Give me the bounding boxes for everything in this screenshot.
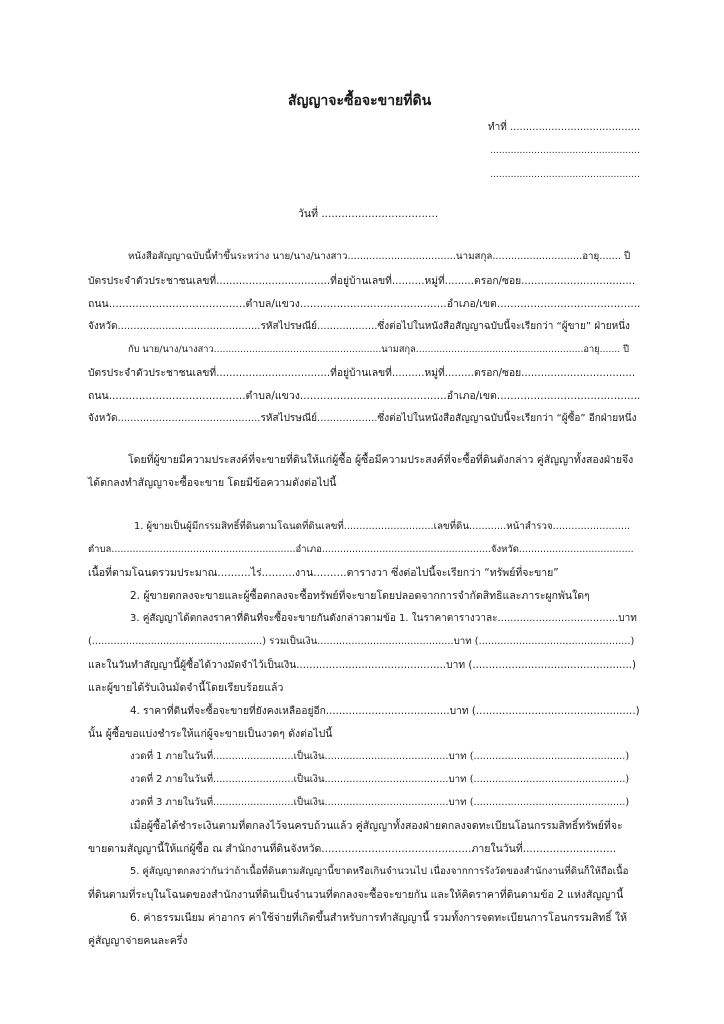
clause-2: 2. ผู้ขายตกลงจะขายและผู้ซื้อตกลงจะซื้อทรัพย์ที่จะขายโดยปลอดจากการจำกัดสิทธิและภาระผูกพันใดๆ	[130, 590, 590, 602]
installment-2: งวดที่ 2 ภายในวันที่..........................เป็นเงิน........................................บาท (.................................................)	[130, 774, 630, 785]
clause-6-line-1: 6. ค่าธรรมเนียม ค่าอากร ค่าใช้จ่ายที่เกิดขึ้นสำหรับการทำสัญญานี้ รวมทั้งการจดทะเบียนการโอนกรรมสิทธิ์ ให้	[130, 912, 628, 924]
clause-1-line-2: ตำบล.............................................................อำเภอ........................................................จังหวัด......................................	[88, 544, 634, 555]
clause-3-line-2: (.......................................................) รวมเป็นเงิน............................................บาท (.................................................)	[88, 636, 635, 647]
clause-4-line-1: 4. ราคาที่ดินที่จะซื้อจะขายที่ยังคงเหลืออยู่อีก......................................บาท (.................................................)	[130, 705, 640, 717]
preamble-line-1: โดยที่ผู้ขายมีความประสงค์ที่จะขายที่ดินให้แก่ผู้ซื้อ ผู้ซื้อมีความประสงค์ที่จะซื้อที่ดินดังกล่าว คู่สัญญาทั้งสองฝ่ายจึง	[128, 454, 634, 466]
buyer-line-2: บัตรประจำตัวประชาชนเลขที่...................................ที่อยู่บ้านเลขที่..........หมู่ที่.........ตรอก/ซอย...................................	[88, 367, 636, 379]
made-at-line-3: ...................................................	[490, 169, 640, 180]
clause-4-line-2: นั้น ผู้ซื้อขอแบ่งชำระให้แก่ผู้จะขายเป็นงวดๆ ดังต่อไปนี้	[88, 728, 333, 740]
buyer-line-1: กับ นาย/นาง/นางสาว.........................................................นามสกุล.........................................................อายุ....... ปี	[128, 344, 629, 355]
clause-3-line-4: และผู้ขายได้รับเงินมัดจำนี้โดยเรียบร้อยแล้ว	[88, 682, 284, 694]
installment-3: งวดที่ 3 ภายในวันที่..........................เป็นเงิน........................................บาท (.................................................)	[130, 797, 630, 808]
clause-5-line-2: ที่ดินตามที่ระบุในโฉนดของสำนักงานที่ดินเป็นจำนวนที่ตกลงจะซื้อจะขายกัน และให้คิดราคาที่ดินตามข้อ 2 แห่งสัญญานี้	[88, 889, 624, 901]
clause-3-line-3: และในวันทำสัญญานี้ผู้ซื้อได้วางมัดจำไว้เป็นเงิน..............................................บาท (.................................................)	[88, 659, 637, 671]
clause-4-line-3: เมื่อผู้ซื้อได้ชำระเงินตามที่ตกลงไว้จนครบถ้วนแล้ว คู่สัญญาทั้งสองฝ่ายตกลงจดทะเบียนโอนกรรมสิทธิ์ทรัพย์ที่จะ	[130, 820, 623, 832]
installment-1: งวดที่ 1 ภายในวันที่..........................เป็นเงิน........................................บาท (.................................................)	[130, 751, 630, 762]
preamble-line-2: ได้ตกลงทำสัญญาจะซื้อจะขาย โดยมีข้อความดังต่อไปนี้	[88, 477, 337, 489]
seller-line-2: บัตรประจำตัวประชาชนเลขที่...................................ที่อยู่บ้านเลขที่..........หมู่ที่.........ตรอก/ซอย...................................	[88, 275, 636, 287]
clause-5-line-1: 5. คู่สัญญาตกลงว่ากันว่าถ้าเนื้อที่ดินตามสัญญานี้ขาดหรือเกินจำนวนไป เนื่องจากการรังวัดของสำนักงานที่ดินก็ให้ถือเนื้อ	[130, 866, 629, 877]
made-at-line-2: ...................................................	[490, 145, 640, 156]
buyer-line-4: จังหวัด.............................................รหัสไปรษณีย์...................ซึ่งต่อไปในหนังสือสัญญาฉบับนี้จะเรียกว่า “ผู้ซื้อ” อีกฝ่ายหนึ่ง	[88, 413, 637, 424]
seller-line-1: หนังสือสัญญาฉบับนี้ทำขึ้นระหว่าง นาย/นาง/นางสาว...................................นามสกุล.............................อายุ....... ปี	[128, 251, 631, 262]
seller-line-4: จังหวัด.............................................รหัสไปรษณีย์...................ซึ่งต่อไปในหนังสือสัญญาฉบับนี้จะเรียกว่า “ผู้ขาย” ฝ่ายหนึ่ง	[88, 321, 630, 332]
made-at-line: ทำที่ .........................................	[488, 122, 641, 133]
clause-1-line-3: เนื้อที่ตามโฉนดรวมประมาณ..........ไร่..........งาน..........ตารางวา ซึ่งต่อไปนี้จะเรียกว่า “ทรัพย์ที่จะขาย”	[88, 567, 559, 579]
clause-1-line-1: 1. ผู้ขายเป็นผู้มีกรรมสิทธิ์ที่ดินตามโฉนดที่ดินเลขที่.............................เลขที่ดิน............หน้าสำรวจ.........................	[134, 521, 631, 532]
document-title: สัญญาจะซื้อจะขายที่ดิน	[288, 93, 432, 109]
clause-4-line-4: ขายตามสัญญานี้ให้แก่ผู้ซื้อ ณ สำนักงานที่ดินจังหวัด.............................................ภายในวันที่............................	[88, 843, 617, 855]
seller-line-3: ถนน.........................................ตำบล/แขวง............................................อำเภอ/เขต...........................................	[88, 298, 641, 310]
buyer-line-3: ถนน.........................................ตำบล/แขวง............................................อำเภอ/เขต...........................................	[88, 390, 641, 402]
clause-6-line-2: คู่สัญญาจ่ายคนละครึ่ง	[88, 935, 188, 947]
date-line: วันที่ ...................................	[298, 208, 439, 220]
clause-3-line-1: 3. คู่สัญญาได้ตกลงราคาที่ดินที่จะซื้อจะขายกันดังกล่าวตามข้อ 1. ในราคาตารางวาละ......................................บาท	[130, 613, 637, 624]
